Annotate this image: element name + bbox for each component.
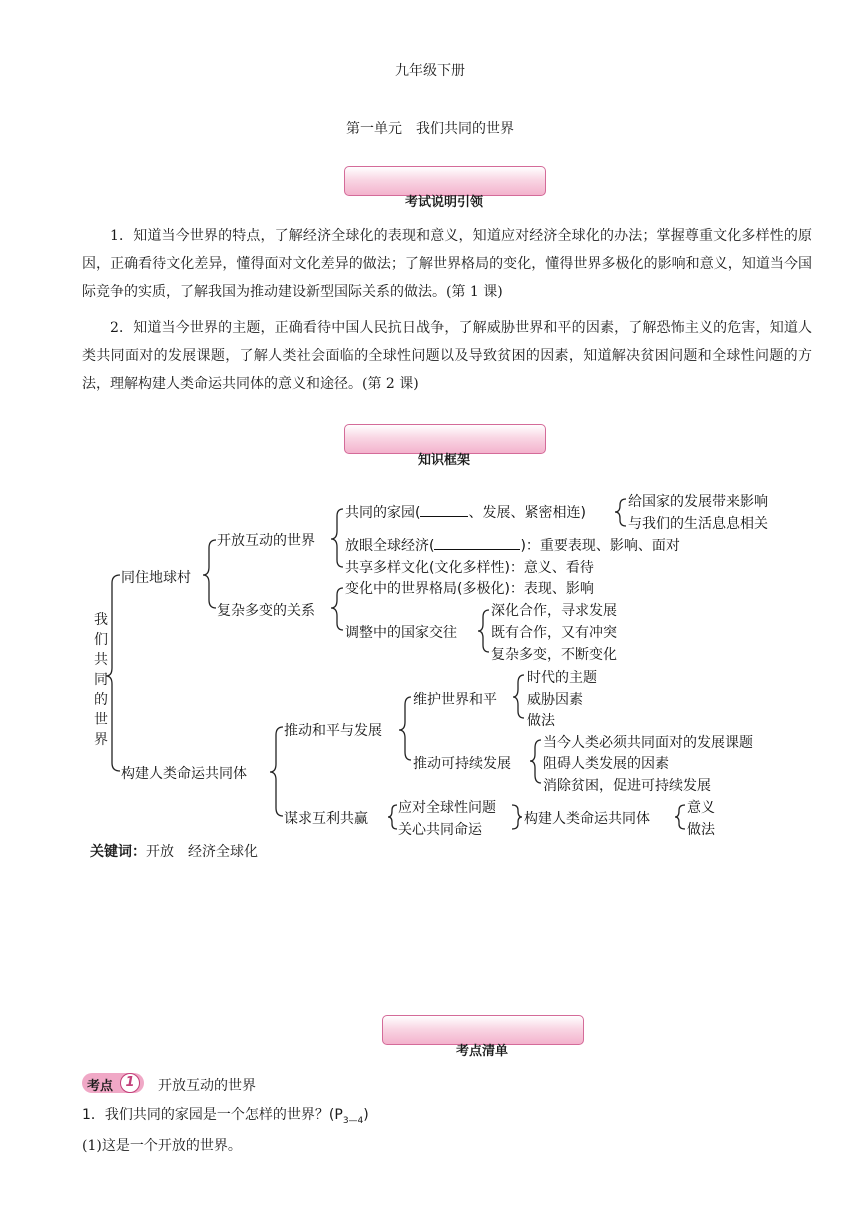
node-sustainable: 推动可持续发展 <box>413 756 511 772</box>
node-complex-relations: 复杂多变的关系 <box>217 603 315 619</box>
node-global-economy: 放眼全球经济( )：重要表现、影响、面对 <box>345 538 680 554</box>
node-rel-1: 深化合作，寻求发展 <box>491 603 617 619</box>
branch-global-village: 同住地球村 <box>121 570 191 586</box>
kaodian-badge <box>82 1073 144 1093</box>
kaodian-badge-number: 1 <box>120 1073 140 1093</box>
section-title-checklist: 考点清单 <box>455 1044 508 1059</box>
keywords-label: 关键词： <box>90 844 146 860</box>
section-title-framework: 知识框架 <box>417 453 470 468</box>
answer-1: (1)这是一个开放的世界。 <box>82 1138 242 1154</box>
keywords <box>90 841 258 861</box>
question-1: 1．我们共同的家园是一个怎样的世界？$(P_{3—4})$ <box>82 1107 369 1126</box>
node-community-build: 构建人类命运共同体 <box>524 811 650 827</box>
grade-label: 九年级下册 <box>395 63 465 79</box>
branch-community: 构建人类命运共同体 <box>121 766 247 782</box>
node-rel-3: 复杂多变，不断变化 <box>491 647 617 663</box>
section-title-exam: 考试说明引领 <box>404 195 483 210</box>
node-sus-3: 消除贫困，促进可持续发展 <box>543 778 711 794</box>
node-common-home: 共同的家园( 、发展、紧密相连) <box>345 505 586 521</box>
exam-paragraph-1: 1．知道当今世界的特点，了解经济全球化的表现和意义，知道应对经济全球化的办法；掌握尊重文化多样性的原因，正确看待文化差异，懂得面对文化差异的做法；了解世界格局的变化，懂得世界多极化的影响和意义，知道当今国际竞争的实质，了解我国为推动建设新型国际关系的做法。(第 1 课) <box>82 228 812 300</box>
node-peace-development: 推动和平与发展 <box>284 723 382 739</box>
node-world-pattern: 变化中的世界格局(多极化)：表现、影响 <box>345 581 594 597</box>
node-com-2: 做法 <box>687 822 715 838</box>
keywords-words: 开放 经济全球化 <box>146 844 258 860</box>
node-maintain-peace: 维护世界和平 <box>413 692 497 708</box>
node-com-1: 意义 <box>687 800 715 816</box>
node-win-2: 关心共同命运 <box>398 822 482 838</box>
node-sus-2: 阻碍人类发展的因素 <box>543 756 669 772</box>
exam-paragraph-2: 2．知道当今世界的主题，正确看待中国人民抗日战争，了解威胁世界和平的因素，了解恐怖主义的危害，知道人类共同面对的发展课题，了解人类社会面临的全球性问题以及导致贫困的因素，知道解决贫困问题和全球性问题的方法，理解构建人类命运共同体的意义和途径。(第 2 课) <box>82 320 812 392</box>
node-peace-2: 威胁因素 <box>527 692 583 708</box>
fill-blank-1[interactable] <box>420 504 468 517</box>
node-peace-1: 时代的主题 <box>527 670 597 686</box>
fill-blank-2[interactable] <box>434 537 520 550</box>
node-peace-3: 做法 <box>527 713 555 729</box>
node-diverse-culture: 共享多样文化(文化多样性)：意义、看待 <box>345 560 594 576</box>
node-open-world: 开放互动的世界 <box>217 533 315 549</box>
node-sus-1: 当今人类必须共同面对的发展课题 <box>543 735 753 751</box>
node-state-relations: 调整中的国家交往 <box>345 625 457 641</box>
kaodian-badge-text: 考点 <box>87 1079 114 1094</box>
kaodian-topic: 开放互动的世界 <box>158 1078 256 1094</box>
framework-root: 我们共同的世界 <box>94 612 108 748</box>
node-win-1: 应对全球性问题 <box>398 800 496 816</box>
unit-title: 第一单元 我们共同的世界 <box>346 121 514 137</box>
node-home-impact: 给国家的发展带来影响 <box>628 494 768 510</box>
node-mutual-benefit: 谋求互利共赢 <box>284 811 368 827</box>
node-home-life: 与我们的生活息息相关 <box>628 516 768 532</box>
node-rel-2: 既有合作，又有冲突 <box>491 625 617 641</box>
